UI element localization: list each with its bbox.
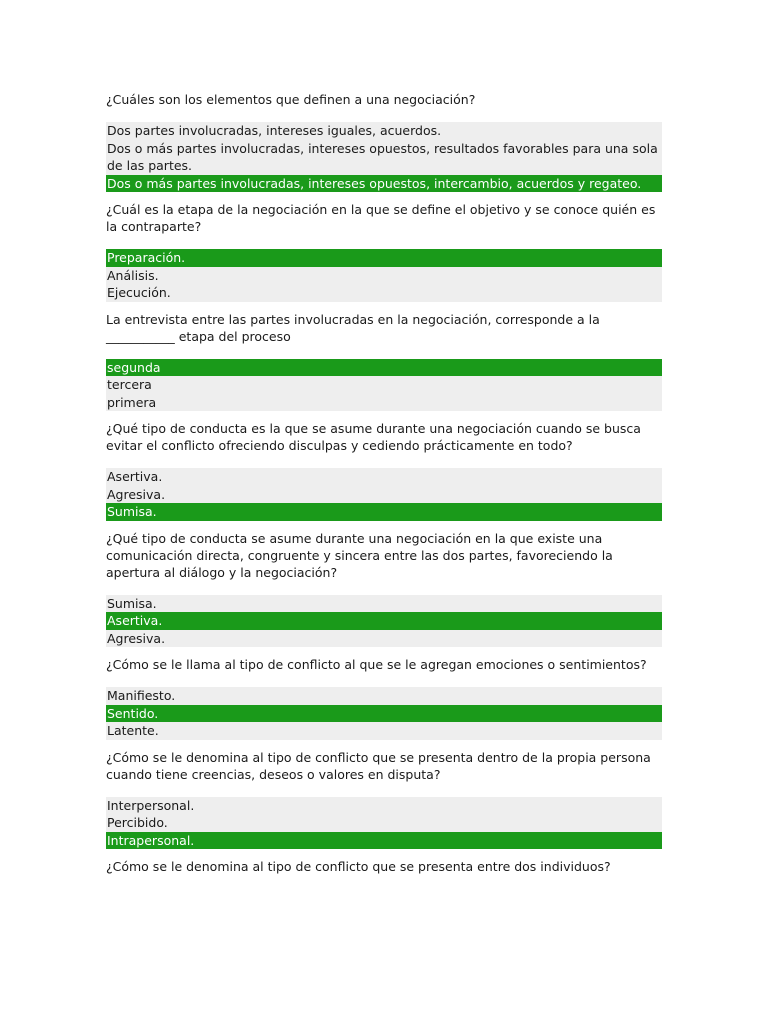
- question-text: ¿Qué tipo de conducta se asume durante una negociación en la que existe una comunicación directa, congruente y sincera entre las dos partes, favoreciendo la apertura al diálogo y la negociación?: [106, 530, 613, 580]
- question-block-3: [106, 311, 662, 421]
- question-block-4: [106, 420, 662, 530]
- answer-option: Sumisa.: [106, 595, 662, 613]
- answer-list: [106, 797, 662, 850]
- question-block-1: [106, 91, 662, 201]
- answer-option-correct: Preparación.: [106, 249, 662, 267]
- answer-option: primera: [106, 394, 662, 412]
- question-block-7: [106, 749, 662, 859]
- answer-option-correct: Dos o más partes involucradas, intereses opuestos, intercambio, acuerdos y regateo.: [106, 175, 662, 193]
- answer-option: Ejecución.: [106, 284, 662, 302]
- question-text: ¿Cuál es la etapa de la negociación en la que se define el objetivo y se conoce quién es la contraparte?: [106, 202, 656, 234]
- answer-list: [106, 687, 662, 740]
- answer-option-correct: Sentido.: [106, 705, 662, 723]
- answer-option-correct: Sumisa.: [106, 503, 662, 521]
- answer-option: Análisis.: [106, 267, 662, 285]
- answer-list: [106, 122, 662, 192]
- answer-option: Latente.: [106, 722, 662, 740]
- question-block-8: [106, 858, 662, 875]
- question-text: ¿Qué tipo de conducta es la que se asume durante una negociación cuando se busca evitar el conflicto ofreciendo disculpas y cediendo prácticamente en todo?: [106, 421, 641, 453]
- answer-option: tercera: [106, 376, 662, 394]
- question-text: ¿Cómo se le llama al tipo de conflicto al que se le agregan emociones o sentimientos?: [106, 657, 647, 672]
- answer-list: [106, 468, 662, 521]
- question-block-6: [106, 656, 662, 749]
- answer-option: Agresiva.: [106, 630, 662, 648]
- question-text: ¿Cómo se le denomina al tipo de conflicto que se presenta entre dos individuos?: [106, 859, 611, 874]
- answer-option: Agresiva.: [106, 486, 662, 504]
- question-text: La entrevista entre las partes involucradas en la negociación, corresponde a la ___________ etapa del proceso: [106, 311, 600, 344]
- answer-option-correct: Intrapersonal.: [106, 832, 662, 850]
- answer-option: Interpersonal.: [106, 797, 662, 815]
- answer-list: [106, 595, 662, 648]
- answer-option: Dos o más partes involucradas, intereses opuestos, resultados favorables para una sola de las partes.: [106, 140, 662, 175]
- answer-list: [106, 359, 662, 412]
- answer-option: Manifiesto.: [106, 687, 662, 705]
- question-block-2: [106, 201, 662, 311]
- quiz-page: [106, 91, 662, 889]
- question-text: ¿Cuáles son los elementos que definen a una negociación?: [106, 92, 476, 107]
- answer-option-correct: segunda: [106, 359, 662, 377]
- answer-option: Asertiva.: [106, 468, 662, 486]
- question-text: ¿Cómo se le denomina al tipo de conflicto que se presenta dentro de la propia persona cuando tiene creencias, deseos o valores en disputa?: [106, 749, 651, 782]
- question-block-5: [106, 530, 662, 657]
- answer-option: Percibido.: [106, 814, 662, 832]
- answer-option-correct: Asertiva.: [106, 612, 662, 630]
- answer-option: Dos partes involucradas, intereses iguales, acuerdos.: [106, 122, 662, 140]
- answer-list: [106, 249, 662, 302]
